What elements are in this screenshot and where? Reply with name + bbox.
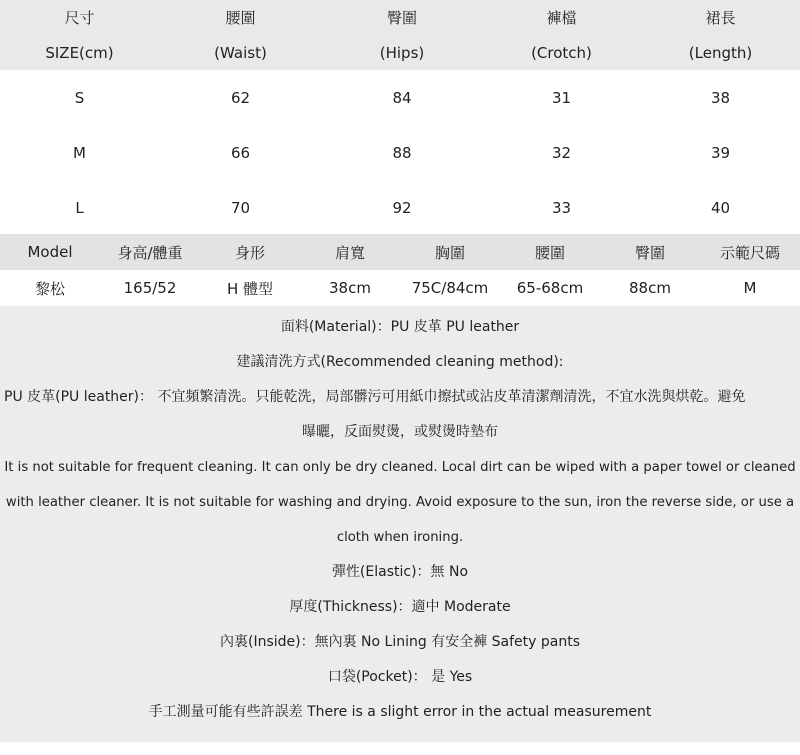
- header-waist-en: (Waist): [214, 43, 267, 62]
- size-header-zh-row: [0, 0, 800, 35]
- model-hips: 88cm: [629, 279, 671, 297]
- model-header-body-shape: 身形: [234, 243, 265, 262]
- model-height-weight: 165/52: [123, 279, 177, 297]
- model-name: 黎松: [34, 279, 65, 298]
- material-line: 面料(Material)：PU 皮革 PU leather: [280, 319, 520, 335]
- info-block-end: [0, 730, 800, 742]
- header-size-zh: 尺寸: [64, 9, 95, 27]
- model-header-hips: 臀圍: [634, 243, 665, 262]
- crotch-cell: 31: [551, 88, 572, 107]
- table-row: [0, 125, 800, 180]
- header-waist-zh: 腰圍: [225, 9, 256, 27]
- cleaning-en-line-1: It is not suitable for frequent cleaning. It can only be dry cleaned. Local dirt can be wiped with a paper towel or cleaned: [4, 460, 796, 475]
- model-bust: 75C/84cm: [411, 279, 489, 297]
- hips-cell: 88: [392, 143, 412, 162]
- cleaning-en-line-3: cloth when ironing.: [336, 530, 464, 545]
- model-header-waist: 腰圍: [534, 243, 565, 262]
- model-body-shape: H 體型: [226, 279, 274, 298]
- cleaning-zh-line-2: 曝曬，反面熨燙，或熨燙時墊布: [302, 424, 498, 440]
- cleaning-zh-line-1: PU 皮革(PU leather)： 不宜頻繁清洗。只能乾洗，局部髒污可用紙巾擦拭或沾皮革清潔劑清洗，不宜水洗與烘乾。避免: [4, 389, 746, 405]
- size-cell: L: [75, 198, 84, 217]
- cleaning-title: 建議清洗方式(Recommended cleaning method):: [236, 354, 564, 370]
- crotch-cell: 33: [551, 198, 572, 217]
- header-hips-zh: 臀圍: [386, 9, 417, 27]
- table-row: [0, 70, 800, 125]
- size-cell: S: [74, 88, 85, 107]
- header-length-zh: 裙長: [705, 9, 736, 27]
- length-cell: 38: [710, 88, 731, 107]
- size-header-en-row: [0, 35, 800, 70]
- length-cell: 40: [710, 198, 731, 217]
- header-hips-en: (Hips): [379, 43, 425, 62]
- model-table-header: [0, 234, 800, 270]
- size-cell: M: [73, 143, 86, 162]
- waist-cell: 66: [230, 143, 251, 162]
- elastic-line: 彈性(Elastic)：無 No: [331, 564, 469, 580]
- waist-cell: 70: [230, 198, 251, 217]
- header-crotch-zh: 褲檔: [546, 9, 577, 27]
- waist-cell: 62: [230, 88, 251, 107]
- cleaning-en-line-2: with leather cleaner. It is not suitable for washing and drying. Avoid exposure to the sun, iron the reverse side, or use a: [5, 495, 795, 510]
- hips-cell: 84: [392, 88, 412, 107]
- model-header-size-worn: 示範尺碼: [719, 243, 780, 262]
- model-header-model: Model: [27, 243, 73, 261]
- model-header-bust: 胸圍: [434, 243, 465, 262]
- table-row: [0, 180, 800, 235]
- model-shoulder: 38cm: [329, 279, 371, 297]
- header-size-en: SIZE(cm): [45, 43, 114, 62]
- header-crotch-en: (Crotch): [531, 43, 592, 62]
- thickness-line: 厚度(Thickness)：適中 Moderate: [289, 599, 511, 615]
- crotch-cell: 32: [551, 143, 572, 162]
- measurement-note: 手工測量可能有些許誤差 There is a slight error in the actual measurement: [148, 704, 652, 720]
- inside-line: 內裏(Inside)：無內裏 No Lining 有安全褲 Safety pants: [219, 634, 580, 650]
- size-table-body: [0, 70, 800, 234]
- hips-cell: 92: [392, 198, 412, 217]
- header-length-en: (Length): [688, 43, 753, 62]
- product-info-block: [0, 306, 800, 730]
- model-waist: 65-68cm: [516, 279, 584, 297]
- pocket-line: 口袋(Pocket)： 是 Yes: [327, 669, 473, 685]
- length-cell: 39: [710, 143, 731, 162]
- model-header-height-weight: 身高/體重: [117, 243, 183, 262]
- model-table-row: [0, 270, 800, 306]
- model-header-shoulder: 肩寬: [334, 243, 365, 262]
- size-table-header: [0, 0, 800, 70]
- model-size-worn: M: [743, 279, 757, 297]
